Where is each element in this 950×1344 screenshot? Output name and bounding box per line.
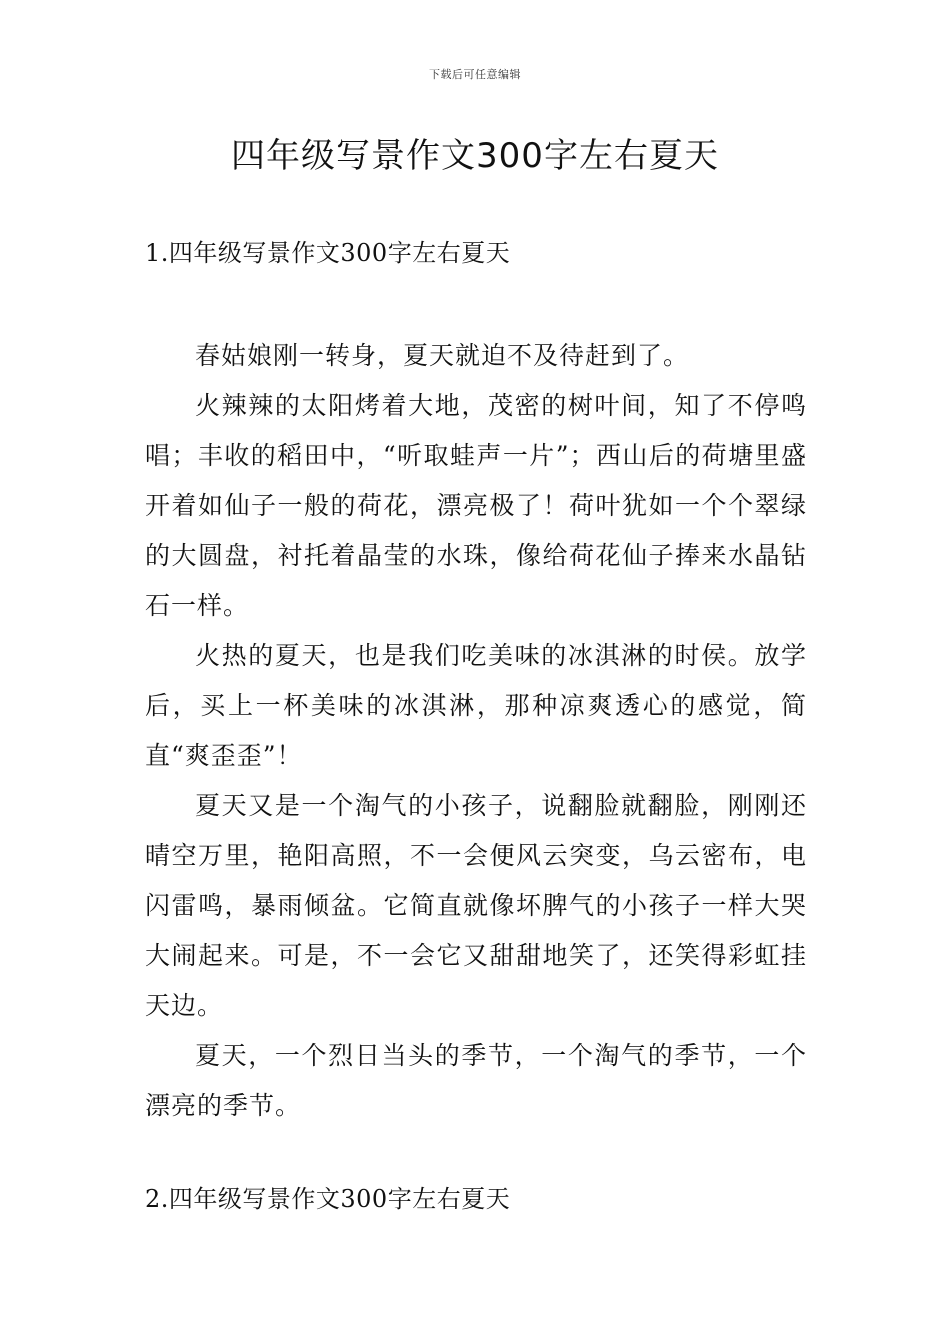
section-heading-1: 1.四年级写景作文300字左右夏天 [145,239,511,267]
paragraph: 春姑娘刚一转身，夏天就迫不及待赶到了。 [195,341,690,370]
document-title: 四年级写景作文300字左右夏天 [231,136,719,176]
section-heading-2: 2.四年级写景作文300字左右夏天 [145,1185,511,1213]
paragraph: 火辣辣的太阳烤着大地，茂密的树叶间，知了不停鸣唱；丰收的稻田中，“听取蛙声一片”；西山后的荷塘里盛开着如仙子一般的荷花，漂亮极了！荷叶犹如一个个翠绿的大圆盘，衬托着晶莹的水珠，像给荷花仙子捧来水晶钻石一样。 [145,391,807,620]
section-1-body [145,331,807,1131]
paragraph: 夏天，一个烈日当头的季节，一个淘气的季节，一个漂亮的季节。 [145,1041,807,1120]
paragraph: 火热的夏天，也是我们吃美味的冰淇淋的时侯。放学后，买上一杯美味的冰淇淋，那种凉爽透心的感觉，简直“爽歪歪”！ [145,641,807,770]
header-note: 下载后可任意编辑 [429,68,521,81]
paragraph: 夏天又是一个淘气的小孩子，说翻脸就翻脸，刚刚还晴空万里，艳阳高照，不一会便风云突变，乌云密布，电闪雷鸣，暴雨倾盆。它简直就像坏脾气的小孩子一样大哭大闹起来。可是，不一会它又甜甜地笑了，还笑得彩虹挂天边。 [145,791,807,1020]
